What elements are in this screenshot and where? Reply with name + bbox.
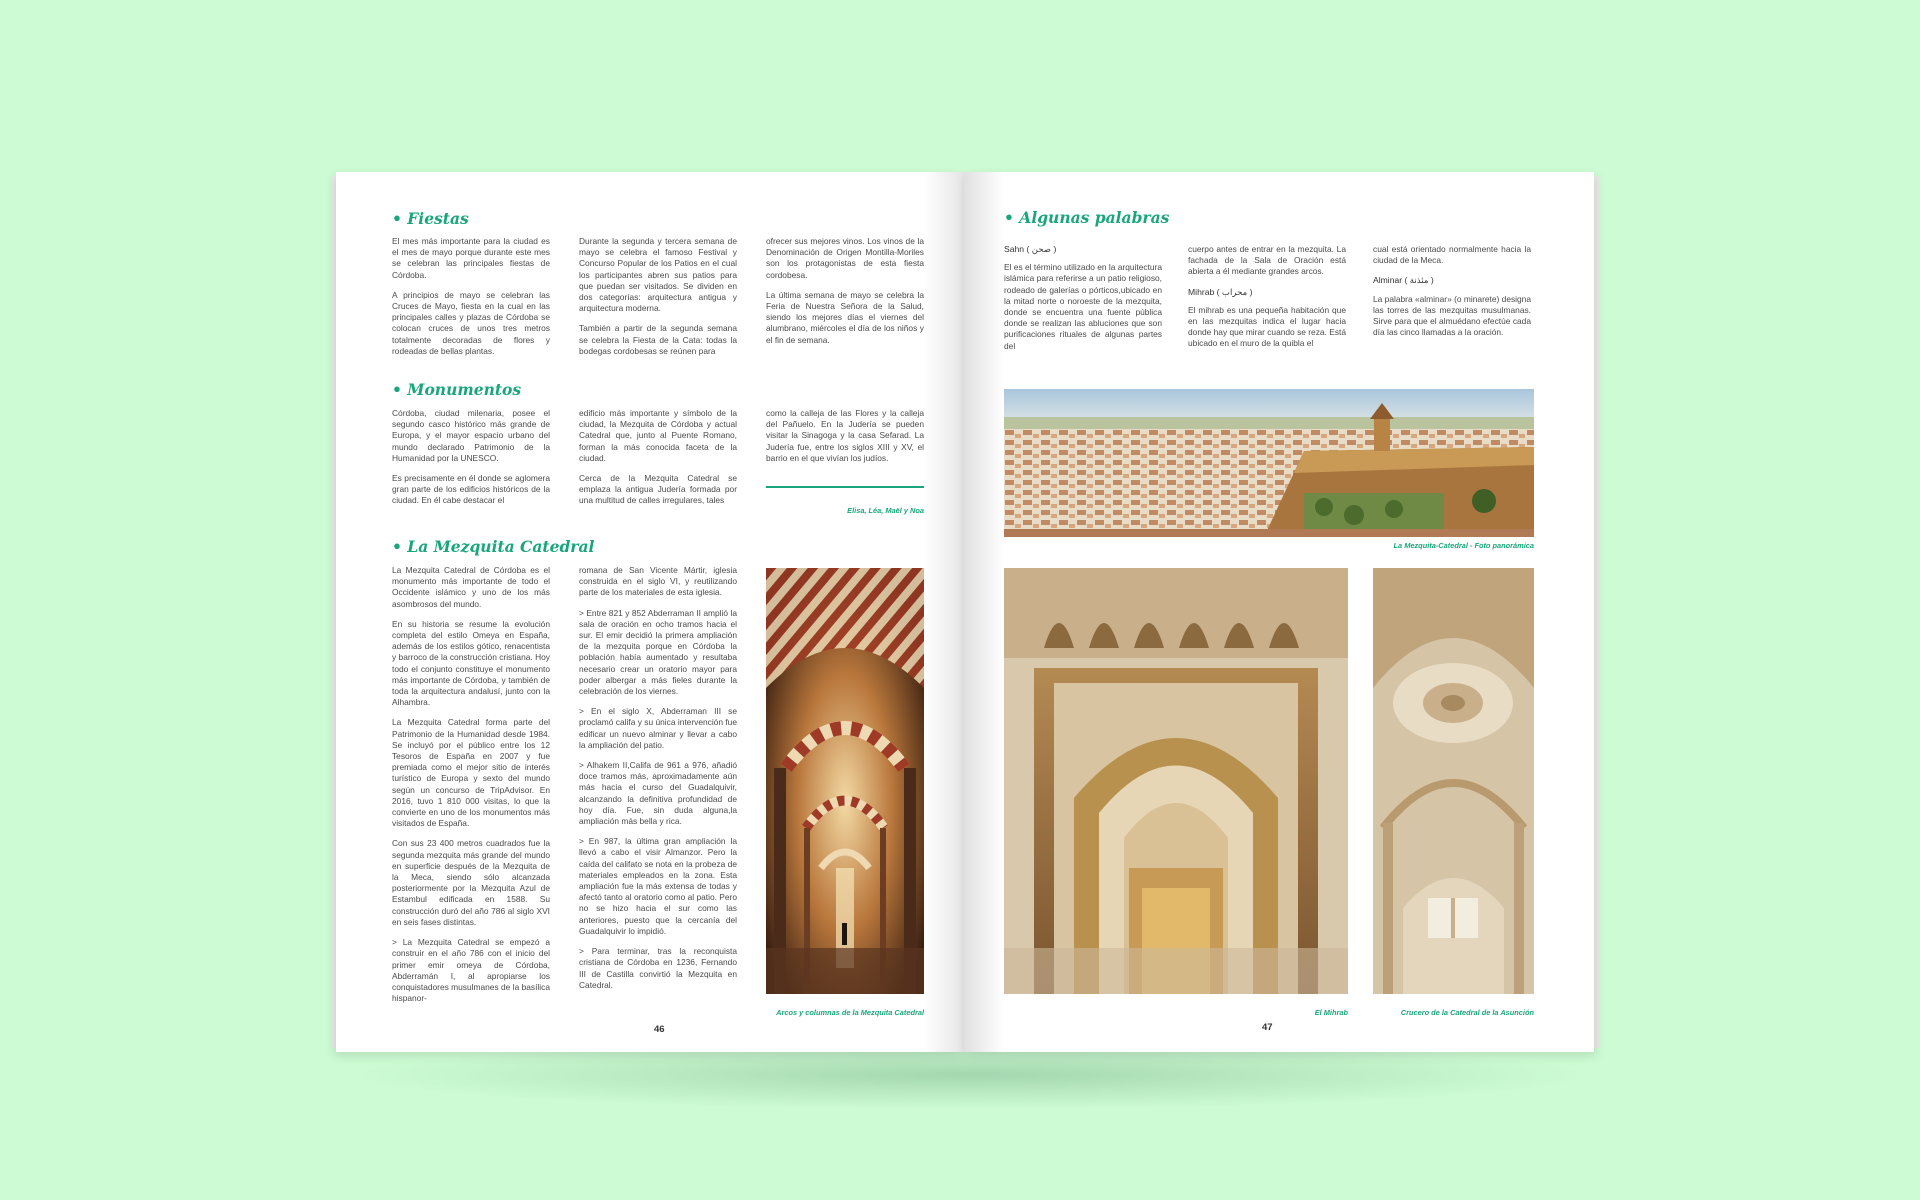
paragraph: > En el siglo X, Abderraman III se proclamó califa y su única intervención fue edificar un nuevo alminar y llevar a cabo la ampliación del patio. (579, 706, 737, 750)
section-title-fiestas: • Fiestas (392, 209, 469, 228)
divider-rule (766, 486, 924, 488)
mihrab-photo (1004, 568, 1348, 994)
crucero-photo (1373, 568, 1534, 994)
paragraph: > La Mezquita Catedral se empezó a construir en el año 786 con el inicio del primer emir omeya de Córdoba, Abderramán I, al apropiarse los conquistadores musulmanes de la basílica hispanor- (392, 937, 550, 1004)
paragraph: La palabra «alminar» (o minarete) designa las torres de las mezquitas musulmanas. Sirve para que el almuédano efectúe cada día las cinco llamadas a la oración. (1373, 293, 1531, 338)
right-page (964, 172, 1594, 1052)
term-sahn: Sahn ( صحن ) (1004, 244, 1057, 254)
paragraph: > Alhakem II,Califa de 961 a 976, añadió doce tramos más, aproximadamente aún más hacia el curso del Guadalquivir, alcanzando la definitiva profundidad de hoy día. Fue, sin duda alguna,la ampliación más bella y rica. (579, 760, 737, 827)
paragraph: cuerpo antes de entrar en la mezquita. La fachada de la Sala de Oración está abierta a él mediante grandes arcos. (1188, 244, 1346, 277)
crucero-caption: Crucero de la Catedral de la Asunción (1400, 1008, 1534, 1017)
paragraph: ofrecer sus mejores vinos. Los vinos de la Denominación de Origen Montilla-Moriles son los protagonistas de esta fiesta cordobesa. (766, 236, 924, 280)
paragraph: El mihrab es una pequeña habitación que en las mezquitas indica el lugar hacia donde hay que mirar cuando se reza. Está ubicado en el muro de la quibla el (1188, 304, 1346, 349)
monumentos-col-3 (766, 408, 924, 473)
arches-caption: Arcos y columnas de la Mezquita Catedral (776, 1008, 924, 1017)
paragraph: cual está orientado normalmente hacia la ciudad de la Meca. (1373, 244, 1531, 266)
mihrab-caption: El Mihrab (1314, 1008, 1348, 1017)
section-title-palabras: • Algunas palabras (1004, 208, 1170, 227)
fiestas-col-3 (766, 236, 924, 355)
arches-photo (766, 568, 924, 994)
paragraph: También a partir de la segunda semana se celebra la Fiesta de la Cata: todas la bodegas cordobesas se reúnen para (579, 323, 737, 356)
paragraph: romana de San Vicente Mártir, iglesia construida en el siglo VI, y reutilizando parte de los materiales de esta iglesia. (579, 565, 737, 598)
paragraph: El mes más importante para la ciudad es el mes de mayo porque durante este mes se celebran las principales fiestas de Córdoba. (392, 236, 550, 280)
panorama-caption: La Mezquita-Catedral - Foto panorámica (1393, 541, 1534, 550)
palabras-col-2 (1188, 244, 1346, 359)
left-page (336, 172, 964, 1052)
paragraph: edificio más importante y símbolo de la ciudad, la Mezquita de Córdoba y actual Catedral que, junto al Puente Romano, forman la más conocida faceta de la ciudad. (579, 408, 737, 463)
palabras-col-3 (1373, 244, 1531, 347)
monumentos-col-1 (392, 408, 550, 516)
panorama-photo (1004, 389, 1534, 537)
fiestas-col-1 (392, 236, 550, 366)
paragraph: En su historia se resume la evolución completa del estilo Omeya en España, además de los estilos gótico, renacentista y barroco de la construcción cristiana. Hoy todo el conjunto constituye el monumento más importante de Córdoba, y también de toda la arquitectura andalusí, junto con la Alhambra. (392, 618, 550, 708)
monumentos-col-2 (579, 408, 737, 516)
page-number: 46 (654, 1024, 665, 1035)
page-number: 47 (1262, 1022, 1273, 1033)
paragraph: > Entre 821 y 852 Abderraman II amplió la sala de oración en ocho tramos hacia el sur. El emir decidió la primera ampliación de la mezquita porque en Córdoba la población había aumentado y resultaba necesario crear un oratorio mayor para poder albergar a más fieles durante la celebración de los viernes. (579, 607, 737, 697)
paragraph: Córdoba, ciudad milenaria, posee el segundo casco histórico más grande de Europa, y el mayor espacio urbano del mundo declarado Patrimonio de la Humanidad por la UNESCO. (392, 408, 550, 463)
paragraph: La Mezquita Catedral de Córdoba es el monumento más importante de todo el Occidente islámico y uno de los más asombrosos del mundo. (392, 565, 550, 609)
paragraph: La última semana de mayo se celebra la Feria de Nuestra Señora de la Salud, siendo los mejores días el viernes del alumbrano, miércoles el día de los niños y el fin de semana. (766, 289, 924, 345)
authors-credit: Elisa, Léa, Maël y Noa (847, 506, 924, 515)
section-title-mezquita: • La Mezquita Catedral (392, 537, 595, 556)
paragraph: A principios de mayo se celebran las Cruces de Mayo, fiesta en la cual en las principales calles y plazas de Córdoba se colocan cruces de unos tres metros totalmente decoradas de flores y rodeadas de bellas plantas. (392, 289, 550, 356)
term-alminar: Alminar ( مئذنة ) (1373, 275, 1434, 286)
paragraph: > En 987, la última gran ampliación la llevó a cabo el visir Almanzor. Pero la caída del califato se nota en la probeza de materiales empleados en la zona. Esta ampliación fue la más extensa de todas y afectó tanto al oratorio como al patio. Pero no se hizo hacia el sur como las anteriores, puesto que la cercanía del Guadalquivir lo impidió. (579, 836, 737, 936)
paragraph: La Mezquita Catedral forma parte del Patrimonio de la Humanidad desde 1984. Se incluyó por el público entre los 12 Tesoros de España en 2007 y fue premiada como el mejor sitio de interés turístico de Europa y sexto del mundo según un concurso de TripAdvisor. En 2016, tuvo 1 810 000 visitas, lo que la convierte en uno de los monumentos más visitados de España. (392, 717, 550, 829)
mezquita-col-2 (579, 565, 737, 1000)
palabras-col-1 (1004, 244, 1162, 361)
paragraph: Es precisamente en él donde se aglomera gran parte de los edificios históricos de la ciudad. En él cabe destacar el (392, 473, 550, 506)
section-title-monumentos: • Monumentos (392, 380, 522, 399)
mezquita-col-1 (392, 565, 550, 1013)
paragraph: El es el término utilizado en la arquitectura islámica para referirse a un patio religioso, rodeado de galerías o pórticos,ubicado en la mitad norte o noroeste de la mezquita, donde se encuentra una fuente pública donde se realizan las abluciones que son purificaciones rituales de algunas partes del (1004, 262, 1162, 351)
paragraph: Durante la segunda y tercera semana de mayo se celebra el famoso Festival y Concurso Popular de los Patios en el cual los participantes abren sus patios para que puedan ser visitados. Se dividen en dos categorías: arquitectura antigua y arquitectura moderna. (579, 236, 737, 314)
paragraph: Con sus 23 400 metros cuadrados fue la segunda mezquita más grande del mundo en superficie después de la Mezquita de la Meca, siendo sólo alcanzada posteriormente por la Mezquita Azul de Estambul edificada en 1588. Su construcción duró del año 786 al siglo XVI en seis fases distintas. (392, 838, 550, 927)
paragraph: como la calleja de las Flores y la calleja del Pañuelo. En la Judería se pueden visitar la Sinagoga y la casa Sefarad. La Judería fue, entre los siglos XIII y XV, el barrio en el que vivían los judíos. (766, 408, 924, 463)
paragraph: > Para terminar, tras la reconquista cristiana de Córdoba en 1236, Fernando III de Castilla convirtió la Mezquita en Catedral. (579, 946, 737, 990)
term-mihrab: Mihrab ( محراب ) (1188, 286, 1253, 297)
fiestas-col-2 (579, 236, 737, 366)
paragraph: Cerca de la Mezquita Catedral se emplaza la antigua Judería formada por una multitud de calles irregulares, tales (579, 473, 737, 506)
